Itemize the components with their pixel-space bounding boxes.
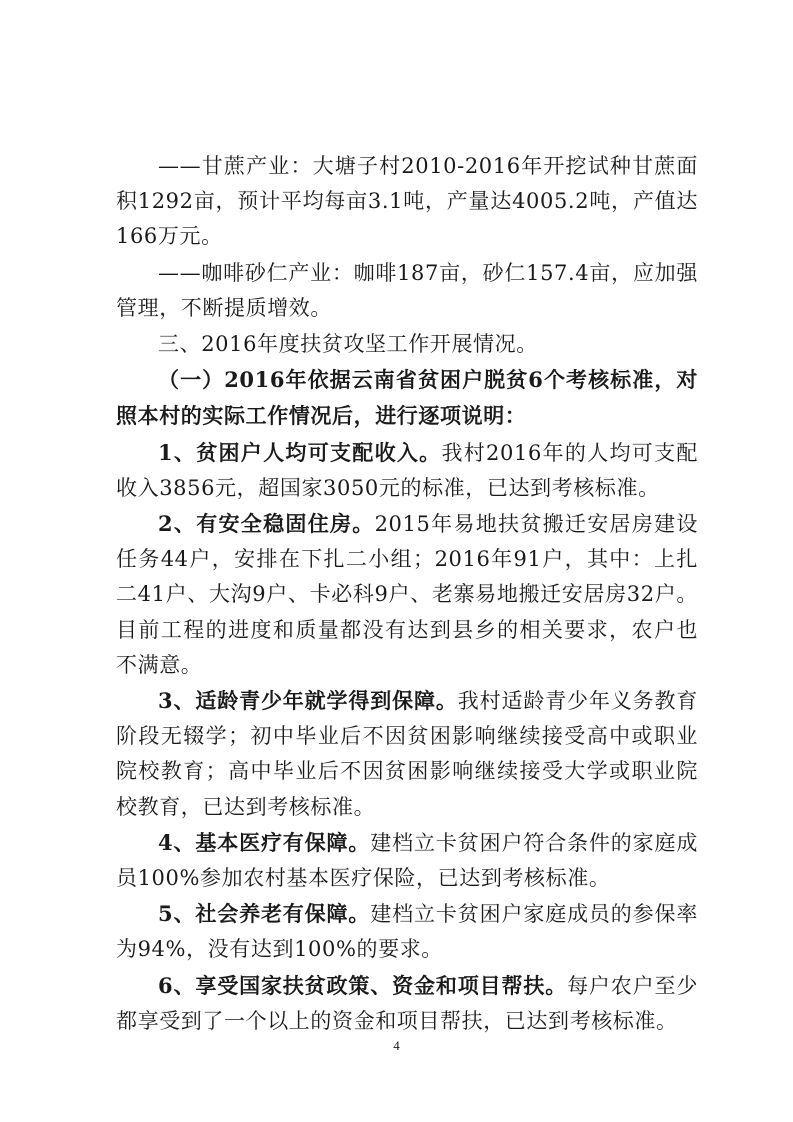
item-text: 每户农户至少都享受到了一个以上的资金和项目帮扶，已达到考核标准。 (116, 973, 698, 1033)
item-education (116, 683, 698, 825)
item-title: 3、适龄青少年就学得到保障。 (158, 688, 458, 714)
paragraph-text: ——咖啡砂仁产业：咖啡187亩，砂仁157.4亩，应加强管理，不断提质增效。 (116, 260, 698, 320)
item-text: 我村2016年的人均可支配收入3856元，超国家3050元的标准，已达到考核标准。 (116, 440, 698, 500)
subsection-heading-one (116, 362, 698, 434)
item-title: 6、享受国家扶贫政策、资金和项目帮扶。 (158, 972, 568, 998)
paragraph-sugarcane (116, 148, 698, 255)
item-title: 4、基本医疗有保障。 (158, 829, 371, 855)
item-housing (116, 506, 698, 683)
item-text: 建档立卡贫困户家庭成员的参保率为94%，没有达到100%的要求。 (116, 902, 698, 962)
item-title: 5、社会养老有保障。 (158, 901, 371, 927)
item-income (116, 435, 698, 506)
item-title: 2、有安全稳固住房。 (158, 511, 375, 537)
section-heading-three (116, 326, 698, 362)
item-text: 建档立卡贫困户符合条件的家庭成员100%参加农村基本医疗保险，已达到考核标准。 (116, 830, 698, 891)
paragraph-coffee (116, 255, 698, 326)
item-text: 我村适龄青少年义务教育阶段无辍学；初中毕业后不因贫困影响继续接受高中或职业院校教育；高中毕业后不因贫困影响继续接受大学或职业院校教育，已达到考核标准。 (116, 689, 698, 819)
item-title: 1、贫困户人均可支配收入。 (158, 439, 442, 465)
item-pension (116, 896, 698, 967)
paragraph-lead: （一）2016年依据云南省贫困户脱贫6个考核标准，对照本村的实际工作情况后，进行逐项说明： (116, 367, 698, 429)
item-text: 2015年易地扶贫搬迁安居房建设任务44户，安排在下扎二小组；2016年91户，其中：上扎二41户、大沟9户、卡必科9户、老寨易地搬迁安居房32户。目前工程的进度和质量都没有达到县乡的相关要求，农户也不满意。 (116, 512, 698, 677)
body-text (116, 148, 698, 1039)
item-policy-support (116, 968, 698, 1039)
item-medical (116, 825, 698, 896)
page-number: 4 (393, 1038, 400, 1053)
paragraph-text: 三、2016年度扶贫攻坚工作开展情况。 (158, 332, 538, 357)
paragraph-text: ——甘蔗产业：大塘子村2010-2016年开挖试种甘蔗面积1292亩，预计平均每亩3.1吨，产量达4005.2吨，产值达166万元。 (116, 154, 698, 249)
